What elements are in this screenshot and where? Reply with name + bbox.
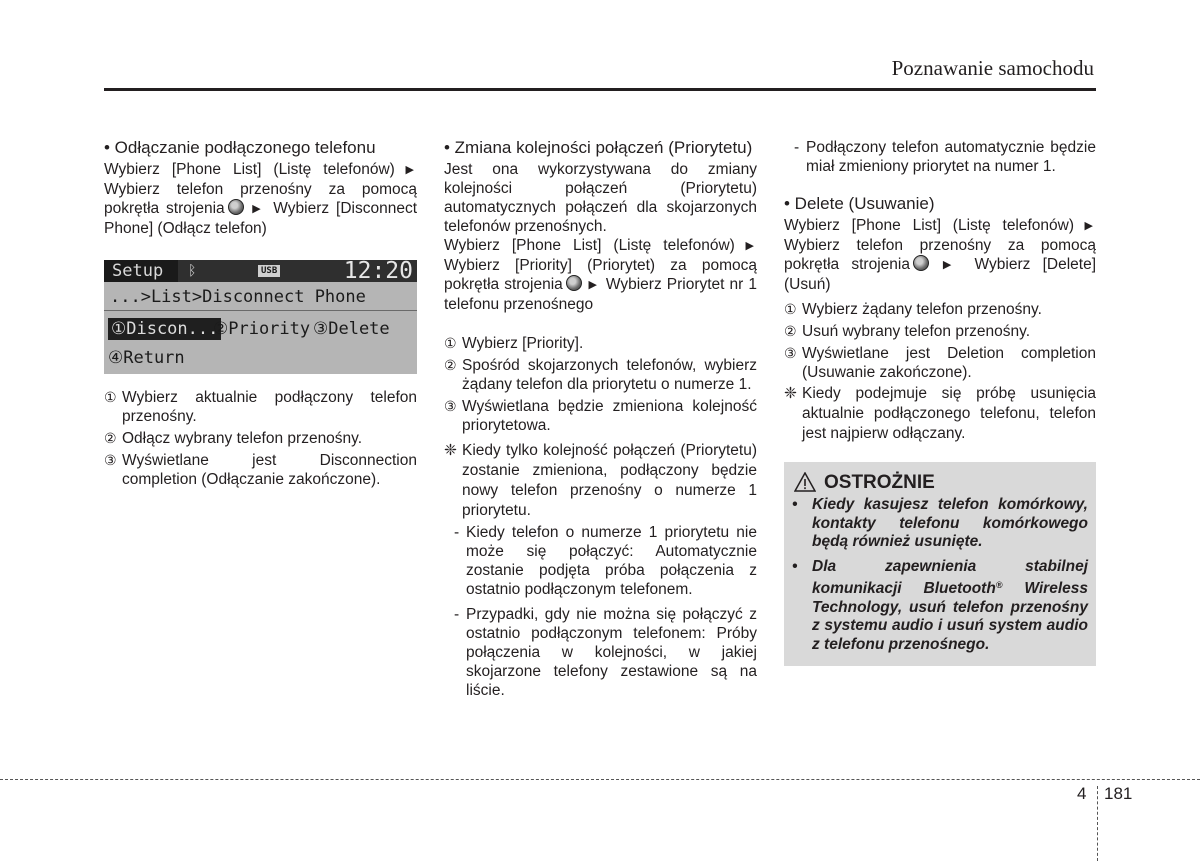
section-heading-priority: • Zmiana kolejności połączeń (Priorytetu) (444, 138, 753, 157)
note-symbol: ❈ (784, 385, 797, 402)
step-text: Spośród skojarzonych telefonów, wybierz żądany telefon dla priorytetu o numerze 1. (462, 357, 757, 393)
arrow-right-icon: ▶ (934, 259, 960, 271)
dash-item-text: Przypadki, gdy nie można się połączyć z ostatnio podłączonym telefonem: Próby połączenia w kolejności, w jakiej skojarzone telefony zestawione są na liście. (466, 606, 757, 699)
chapter-number: 4 (1077, 784, 1087, 803)
step-text: Wyświetlane jest Disconnection completion (Odłączanie zakończone). (122, 452, 417, 488)
bluetooth-icon: ᛒ (188, 263, 197, 279)
instruction-text: Wybierz [Delete] (Usuń) (784, 256, 1096, 293)
step-number: ① (444, 335, 457, 351)
list-item (784, 300, 1096, 319)
warning-triangle-icon (794, 472, 816, 492)
caution-title (792, 472, 1088, 492)
step-number: ③ (784, 345, 797, 361)
dash-item-text: Podłączony telefon automatycznie będzie miał zmieniony priorytet na numer 1. (806, 139, 1096, 175)
section-heading-disconnect: • Odłączanie podłączonego telefonu (104, 138, 376, 157)
priority-instructions (444, 236, 757, 314)
instruction-text: Wybierz telefon przenośny za pomocą pokrętła strojenia (104, 181, 417, 217)
delete-steps (784, 300, 1096, 382)
step-text: Wybierz żądany telefon przenośny. (802, 301, 1042, 318)
usb-icon: USB (258, 265, 280, 277)
delete-instructions (784, 216, 1096, 294)
instruction-text: Wybierz telefon przenośny za pomocą pokrętła strojenia (784, 237, 1096, 273)
tune-knob-icon (228, 199, 244, 215)
note-text: Kiedy tylko kolejność połączeń (Priorytetu) zostanie zmieniona, podłączony będzie nowy telefon przenośny o numerze 1 priorytetu. (462, 442, 757, 519)
list-item (444, 334, 757, 353)
caution-text: Kiedy kasujesz telefon komórkowy, kontakty telefonu komórkowego będą również usunięte. (812, 496, 1088, 550)
caution-text-part: Dla zapewnienia stabilnej komunikacji Bluetooth (812, 557, 1088, 597)
screen-option-return: ④Return (108, 348, 185, 368)
step-text: Wybierz [Priority]. (462, 335, 584, 352)
step-text: Odłącz wybrany telefon przenośny. (122, 430, 363, 447)
list-item (104, 388, 417, 426)
list-item (784, 344, 1096, 382)
audio-display-screen (104, 260, 417, 374)
screen-breadcrumb: ...>List>Disconnect Phone (110, 287, 366, 307)
screen-divider (104, 310, 417, 311)
dash-item-text: Kiedy telefon o numerze 1 priorytetu nie może się połączyć: Automatycznie zostanie podjęta próba połączenia z ostatnio podłączonym telefonem. (466, 524, 757, 598)
caution-text (812, 558, 1088, 655)
list-item: - Przypadki, gdy nie można się połączyć z ostatnio podłączonym telefonem: Próby połączenia w kolejności, w jakiej skojarzone telefony zestawione są na liście. (454, 606, 757, 699)
step-number: ① (104, 389, 117, 405)
arrow-right-icon: ▶ (397, 164, 414, 176)
note-text: Kiedy podejmuje się próbę usunięcia aktualnie podłączonego telefonu, telefon jest najpierw odłączany. (802, 385, 1096, 442)
arrow-right-icon: ▶ (249, 203, 264, 215)
list-item: - Kiedy telefon o numerze 1 priorytetu nie może się połączyć: Automatycznie zostanie podjęta próba połączenia z ostatnio podłączonym telefonem. (454, 524, 757, 598)
caution-title-text: OSTROŻNIE (824, 471, 935, 493)
instruction-text: Wybierz Priorytet nr 1 telefonu przenośnego (444, 276, 757, 313)
list-item (104, 451, 417, 489)
note-symbol: ❈ (444, 442, 457, 459)
section-heading-delete: • Delete (Usuwanie) (784, 194, 935, 213)
screen-option-disconnect: ①Discon... (108, 318, 221, 340)
list-item (104, 429, 417, 448)
disconnect-steps (104, 388, 417, 489)
screen-option-priority: ②Priority (213, 319, 311, 339)
instruction-text: Wybierz [Phone List] (Listę telefonów) (784, 217, 1075, 234)
tune-knob-icon (566, 275, 582, 291)
caution-box (784, 462, 1096, 666)
screen-clock: 12:20 (343, 258, 413, 284)
step-number: ② (104, 430, 117, 446)
column-1 (104, 138, 417, 489)
screen-setup-label: Setup (104, 260, 178, 282)
arrow-right-icon: ▶ (587, 279, 598, 291)
column-3 (784, 138, 1096, 666)
caution-text-part: Wireless Technology, usuń telefon przenośny z systemu audio i usuń system audio z telefonu przenośnego. (812, 580, 1088, 653)
priority-note (444, 441, 757, 521)
disconnect-instructions (104, 160, 417, 238)
arrow-right-icon: ▶ (737, 240, 754, 252)
step-number: ① (784, 301, 797, 317)
tune-knob-icon (913, 255, 929, 271)
page-number: 181 (1104, 784, 1133, 803)
column-2 (444, 138, 757, 700)
list-item: • Kiedy kasujesz telefon komórkowy, kontakty telefonu komórkowego będą również usunięte. (792, 496, 1088, 550)
list-item (444, 397, 757, 435)
footer-vertical-rule (1097, 786, 1098, 861)
screen-option-delete: ③Delete (313, 319, 390, 339)
list-item: • Dla zapewnienia stabilnej komunikacji Bluetooth® Wireless Technology, usuń telefon przenośny z systemu audio i usuń system audio z telefonu przenośnego. (792, 557, 1088, 653)
instruction-text: Wybierz [Priority] (Priorytet) za pomocą pokrętła strojenia (444, 257, 757, 293)
list-item (784, 322, 1096, 341)
footer-dashed-rule (0, 779, 1200, 780)
page-header-title: Poznawanie samochodu (891, 56, 1094, 80)
step-number: ② (784, 323, 797, 339)
arrow-right-icon: ▶ (1077, 220, 1093, 232)
step-text: Wyświetlana będzie zmieniona kolejność priorytetowa. (462, 398, 757, 434)
step-number: ③ (104, 452, 117, 468)
registered-mark: ® (995, 580, 1003, 590)
step-number: ③ (444, 398, 457, 414)
header-rule (104, 88, 1096, 91)
instruction-text: Wybierz [Disconnect Phone] (Odłącz telefon) (104, 200, 417, 237)
list-item (444, 356, 757, 394)
delete-note (784, 384, 1096, 444)
instruction-text: Wybierz [Phone List] (Listę telefonów) (444, 237, 735, 254)
step-number: ② (444, 357, 457, 373)
step-text: Usuń wybrany telefon przenośny. (802, 323, 1031, 340)
list-item: - Podłączony telefon automatycznie będzie miał zmieniony priorytet na numer 1. (794, 139, 1096, 175)
step-text: Wyświetlane jest Deletion completion (Usuwanie zakończone). (802, 345, 1096, 381)
instruction-text: Wybierz [Phone List] (Listę telefonów) (104, 161, 395, 178)
priority-steps (444, 334, 757, 435)
priority-description: Jest ona wykorzystywana do zmiany kolejności połączeń (Priorytetu) automatycznych połączeń dla skojarzonych telefonów przenośnych. (444, 161, 757, 235)
step-text: Wybierz aktualnie podłączony telefon przenośny. (122, 389, 417, 425)
